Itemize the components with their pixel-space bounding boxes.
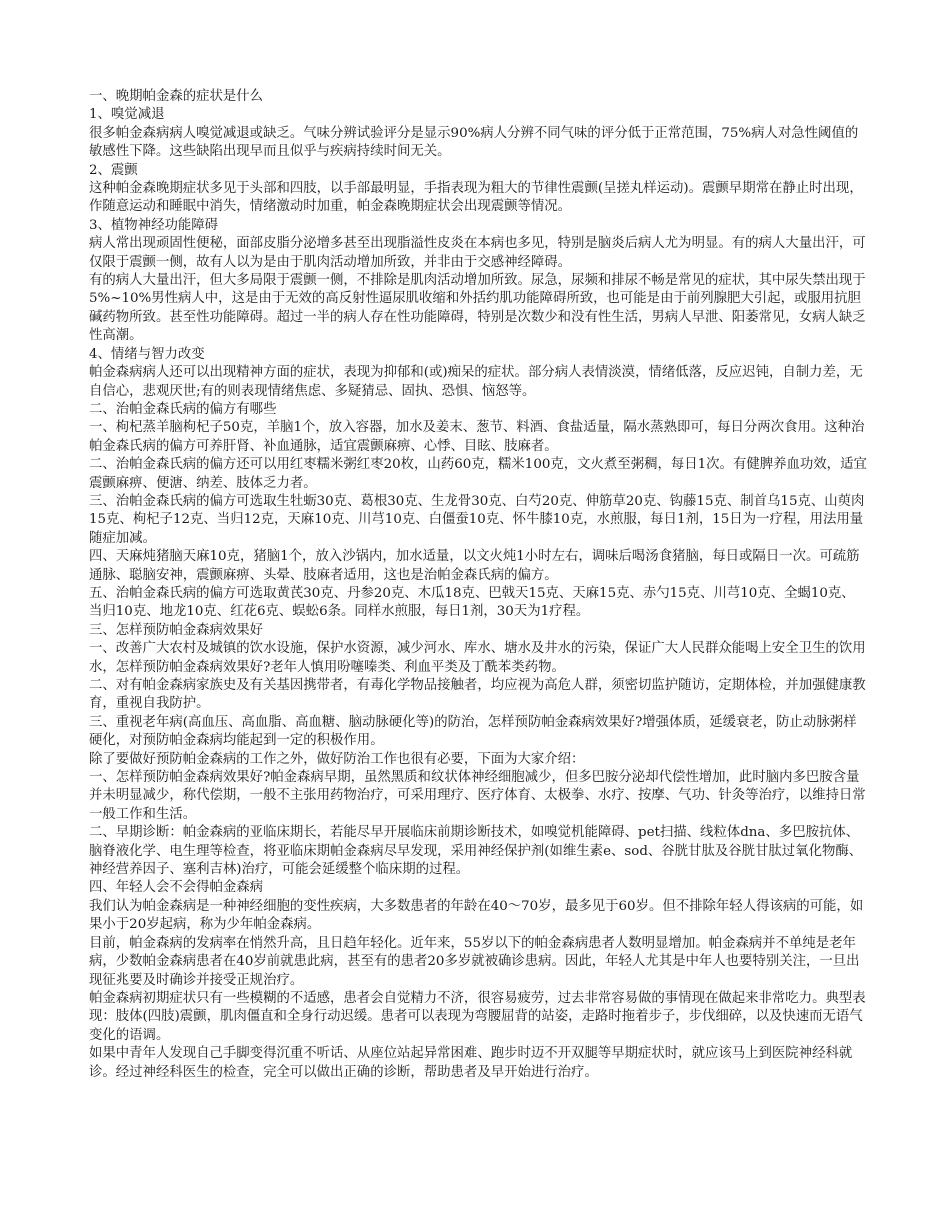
paragraph: 3、植物神经功能障碍 bbox=[89, 217, 219, 233]
paragraph: 二、对有帕金森病家族史及有关基因携带者，有毒化学物品接触者，均应视为高危人群，须密切监护随访，定期体检，并加强健康教育，重视自我防护。 bbox=[89, 678, 866, 712]
paragraph: 一、枸杞蒸羊脑枸杞子50克，羊脑1个，放入容器，加水及姜末、葱节、料酒、食盐适量，隔水蒸熟即可，每日分两次食用。这种治帕金森氏病的偏方可养肝肾、补血通脉，适宜震颤麻痹、心悸、目眩、肢麻者。 bbox=[89, 420, 865, 454]
paragraph: 我们认为帕金森病是一种神经细胞的变性疾病，大多数患者的年龄在40～70岁，最多见于60岁。但不排除年轻人得该病的可能，如果小于20岁起病，称为少年帕金森病。 bbox=[89, 898, 864, 933]
document-body bbox=[89, 88, 867, 1082]
paragraph: 二、治帕金森氏病的偏方还可以用红枣糯米粥红枣20枚，山药60克，糯米100克，文火煮至粥稠，每日1次。有健脾养血功效，适宜震颤麻痹、便溏、纳差、肢体乏力者。 bbox=[89, 457, 867, 491]
paragraph: 二、治帕金森氏病的偏方有哪些 bbox=[89, 401, 277, 417]
paragraph: 病人常出现顽固性便秘，面部皮脂分泌增多甚至出现脂溢性皮炎在本病也多见，特别是脑炎后病人尤为明显。有的病人大量出汗，可仅限于震颤一侧，故有人以为是由于肌肉活动增加所致，并非由于交感神经障碍。 bbox=[89, 236, 866, 270]
paragraph: 这种帕金森晚期症状多见于头部和四肢，以手部最明显，手指表现为粗大的节律性震颤(呈搓丸样运动)。震颤早期常在静止时出现，作随意运动和睡眠中消失，情绪激动时加重，帕金森晚期症状会出现震颤等情况。 bbox=[89, 181, 863, 215]
paragraph: 一、改善广大农村及城镇的饮水设施，保护水资源，减少河水、库水、塘水及井水的污染，保证广大人民群众能喝上安全卫生的饮用水，怎样预防帕金森病效果好?老年人慎用吩噻嗪类、利血平类及丁酰苯类药物。 bbox=[89, 641, 866, 675]
paragraph: 2、震颤 bbox=[89, 162, 138, 178]
paragraph: 1、嗅觉减退 bbox=[89, 107, 165, 123]
paragraph: 如果中青年人发现自己手脚变得沉重不听话、从座位站起异常困难、跑步时迈不开双腿等早期症状时，就应该马上到医院神经科就诊。经过神经科医生的检查，完全可以做出正确的诊断，帮助患者及早开始进行治疗。 bbox=[89, 1046, 853, 1080]
paragraph: 有的病人大量出汗，但大多局限于震颤一侧，不排除是肌肉活动增加所致。尿急，尿频和排尿不畅是常见的症状，其中尿失禁出现于5%~10%男性病人中，这是由于无效的高反射性逼尿肌收缩和外括约肌功能障碍所致，也可能是由于前列腺肥大引起，或服用抗胆碱药物所致。甚至性功能障碍。超过一半的病人存在性功能障碍，特别是次数少和没有性生活，男病人早泄、阳萎常见，女病人缺乏性高潮。 bbox=[89, 273, 866, 344]
paragraph: 4、情绪与智力改变 bbox=[89, 346, 205, 362]
paragraph: 三、重视老年病(高血压、高血脂、高血糖、脑动脉硬化等)的防治，怎样预防帕金森病效果好?增强体质，延缓衰老，防止动脉粥样硬化，对预防帕金森病均能起到一定的积极作用。 bbox=[89, 714, 857, 749]
paragraph: 帕金森病初期症状只有一些模糊的不适感，患者会自觉精力不济，很容易疲劳，过去非常容易做的事情现在做起来非常吃力。典型表现：肢体(四肢)震颤，肌肉僵直和全身行动迟缓。患者可以表现为弯腰屈背的站姿，走路时拖着步子，步伐细碎，以及快速而无语气变化的语调。 bbox=[89, 990, 866, 1043]
paragraph: 除了要做好预防帕金森病的工作之外，做好防治工作也很有必要，下面为大家介绍： bbox=[89, 751, 585, 767]
paragraph: 一、怎样预防帕金森病效果好?帕金森病早期，虽然黑质和纹状体神经细胞减少，但多巴胺分泌却代偿性增加，此时脑内多巴胺含量并未明显减少，称代偿期，一般不主张用药物治疗，可采用理疗、医疗体育、太极拳、水疗、按摩、气功、针灸等治疗，以维持日常一般工作和生活。 bbox=[89, 770, 866, 822]
paragraph: 三、治帕金森氏病的偏方可选取生牡蛎30克、葛根30克、生龙骨30克、白芍20克、伸筋草20克、钩藤15克、制首乌15克、山萸肉15克、枸杞子12克、当归12克，天麻10克、川芎10克、白僵蚕10克、怀牛膝10克，水煎服，每日1剂，15日为一疗程，用法用量随症加减。 bbox=[89, 493, 865, 546]
paragraph: 很多帕金森病病人嗅觉减退或缺乏。气味分辨试验评分是显示90%病人分辨不同气味的评分低于正常范围，75%病人对急性阈值的敏感性下降。这些缺陷出现早而且似乎与疾病持续时间无关。 bbox=[89, 125, 859, 160]
paragraph: 目前，帕金森病的发病率在悄然升高，且日趋年轻化。近年来，55岁以下的帕金森病患者人数明显增加。帕金森病并不单纯是老年病，少数帕金森病患者在40岁前就患此病，甚至有的患者20多岁就被确诊患病。因此，年轻人尤其是中年人也要特别关注，一旦出现征兆要及时确诊并接受正规治疗。 bbox=[89, 935, 860, 988]
paragraph: 四、年轻人会不会得帕金森病 bbox=[89, 880, 264, 896]
paragraph: 四、天麻炖猪脑天麻10克，猪脑1个，放入沙锅内，加水适量，以文火炖1小时左右，调味后喝汤食猪脑，每日或隔日一次。可疏筋通脉、聪脑安神，震颤麻痹、头晕、肢麻者适用，这也是治帕金森氏病的偏方。 bbox=[89, 549, 860, 583]
paragraph: 帕金森病病人还可以出现精神方面的症状，表现为抑郁和(或)痴呆的症状。部分病人表情淡漠，情绪低落，反应迟钝，自制力差，无自信心，悲观厌世;有的则表现情绪焦虑、多疑猜忌、固执、恐惧、恼怒等。 bbox=[89, 365, 863, 399]
paragraph: 一、晚期帕金森的症状是什么 bbox=[89, 89, 264, 104]
paragraph: 三、怎样预防帕金森病效果好 bbox=[89, 622, 264, 638]
paragraph: 二、早期诊断：帕金森病的亚临床期长，若能尽早开展临床前期诊断技术，如嗅觉机能障碍、pet扫描、线粒体dna、多巴胺抗体、脑脊液化学、电生理等检查，将亚临床期帕金森病尽早发现，采用神经保护剂(如维生素e、sod、谷胱甘肽及谷胱甘肽过氧化物酶、神经营养因子、塞利吉林)治疗，可能会延缓整个临床期的过程。 bbox=[89, 825, 863, 878]
paragraph: 五、治帕金森氏病的偏方可选取黄芪30克、丹参20克、木瓜18克、巴戟天15克、天麻15克、赤勺15克、川芎10克、全蝎10克、当归10克、地龙10克、红花6克、蜈蚣6条。同样水煎服，每日1剂，30天为1疗程。 bbox=[89, 585, 855, 620]
